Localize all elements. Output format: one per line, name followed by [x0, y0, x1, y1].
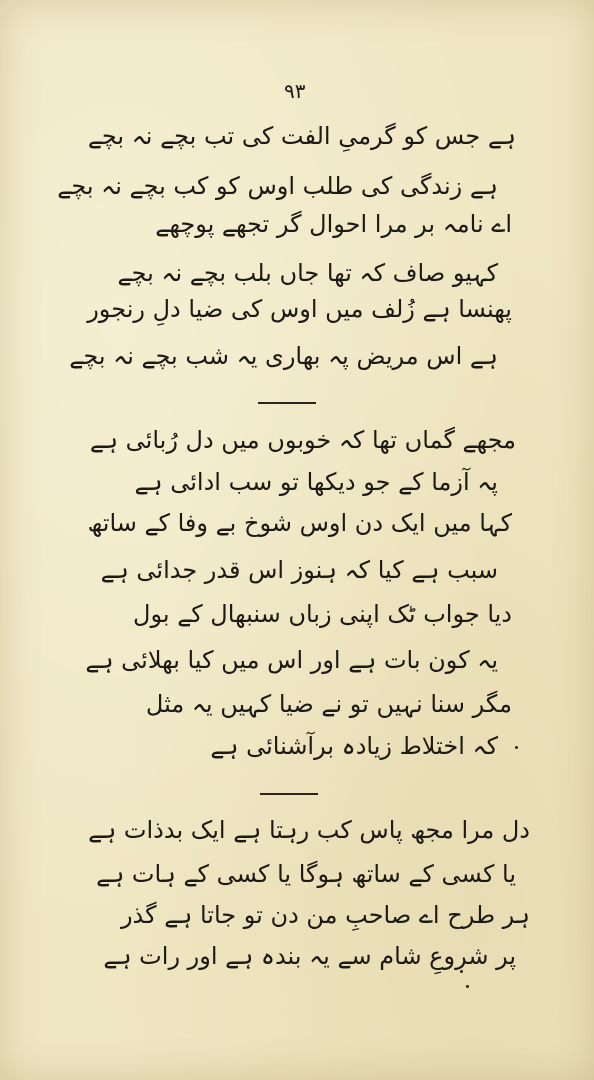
verse-line: دیا جواب ٹک اپنی زباں سنبھال کے بول	[133, 600, 512, 628]
section-divider	[260, 793, 318, 795]
ink-dot	[460, 970, 463, 973]
section-divider	[258, 402, 316, 404]
verse-line: دل مرا مجھ پاس کب رہتا ہے ایک بدذات ہے	[88, 816, 530, 844]
verse-line: پر شروعِ شام سے یہ بندہ ہے اور رات ہے	[103, 942, 516, 970]
ink-dot	[466, 985, 469, 988]
verse-line: پہ آزما کے جو دیکھا تو سب ادائی ہے	[134, 468, 498, 496]
ink-dot	[515, 746, 518, 749]
verse-line: پھنسا ہے زُلف میں اوس کی ضیا دلِ رنجور	[87, 295, 512, 323]
verse-line: ہے اس مریض پہ بھاری یہ شب بچے نہ بچے	[69, 342, 498, 370]
verse-line: کہا میں ایک دن اوس شوخ بے وفا کے ساتھ	[87, 509, 512, 537]
verse-line: یہ کون بات ہے اور اس میں کیا بھلائی ہے	[85, 646, 498, 674]
verse-line: کہیو صاف کہ تھا جاں بلب بچے نہ بچے	[117, 259, 498, 287]
verse-line: ہے جس کو گرمیِ الفت کی تب بچے نہ بچے	[87, 122, 516, 150]
page-number: ۹۳	[284, 79, 306, 103]
verse-line: ہے زندگی کی طلب اوس کو کب بچے نہ بچے	[57, 172, 498, 200]
verse-line: سبب ہے کیا کہ ہنوز اس قدر جدائی ہے	[100, 556, 498, 584]
verse-line: مگر سنا نہیں تو نے ضیا کہیں یہ مثل	[145, 690, 512, 718]
verse-line: یا کسی کے ساتھ ہوگا یا کسی کے ہات ہے	[96, 860, 516, 888]
verse-line: مجھے گماں تھا کہ خوبوں میں دل رُبائی ہے	[89, 426, 516, 454]
verse-line: ہر طرح اے صاحبِ من دن تو جاتا ہے گذر	[120, 901, 530, 929]
verse-line: کہ اختلاط زیادہ برآشنائی ہے	[210, 732, 498, 760]
verse-line: اے نامہ بر مرا احوال گر تجھے پوچھے	[155, 210, 512, 238]
